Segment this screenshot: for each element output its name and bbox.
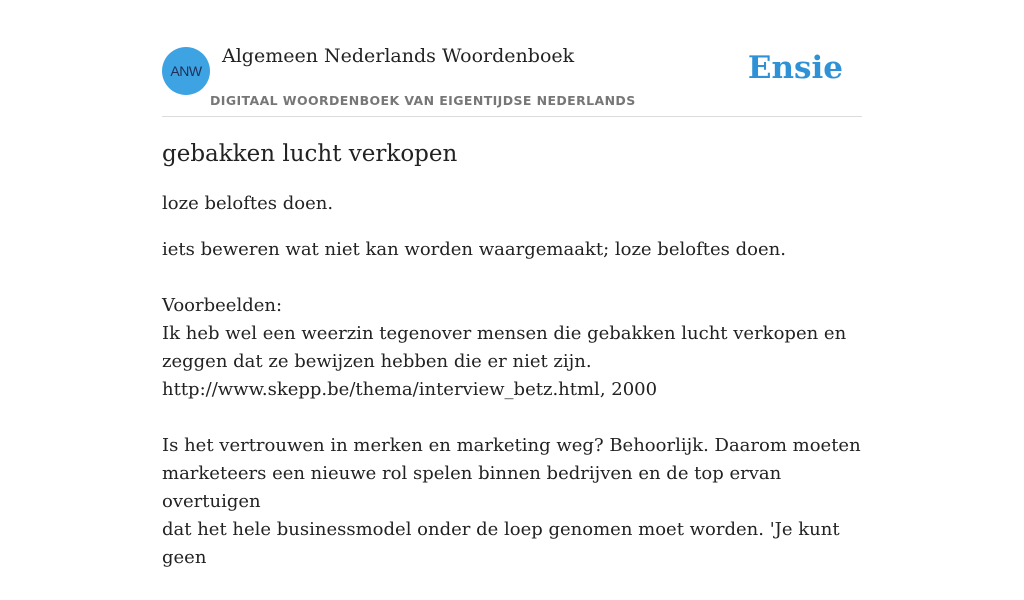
example-text: Is het vertrouwen in merken en marketing weg? Behoorlijk. Daarom moeten marketeers een nieuwe rol spelen binnen bedrijven en de top ervan overtuigen dat het hele businessmodel onder de loep genomen moet worden. 'Je kunt geen — [162, 435, 861, 568]
site-title[interactable]: Algemeen Nederlands Woordenboek — [222, 45, 575, 67]
long-definition: iets beweren wat niet kan worden waargemaakt; loze beloftes doen. — [162, 239, 786, 260]
site-header — [162, 0, 862, 117]
example-item — [162, 432, 862, 572]
ensie-logo[interactable]: Ensie — [747, 50, 843, 86]
entry-title: gebakken lucht verkopen — [162, 141, 458, 167]
site-subtitle: DIGITAAL WOORDENBOEK VAN EIGENTIJDSE NEDERLANDS — [210, 93, 636, 108]
example-text: Ik heb wel een weerzin tegenover mensen die gebakken lucht verkopen en zeggen dat ze bewijzen hebben die er niet zijn. — [162, 323, 847, 372]
examples-section — [162, 292, 862, 572]
examples-label: Voorbeelden: — [162, 295, 283, 316]
short-definition: loze beloftes doen. — [162, 193, 334, 214]
example-source: http://www.skepp.be/thema/interview_betz.html, 2000 — [162, 379, 658, 400]
anw-logo[interactable]: ANW — [162, 47, 210, 95]
example-item — [162, 320, 862, 404]
entry-content — [162, 128, 862, 600]
